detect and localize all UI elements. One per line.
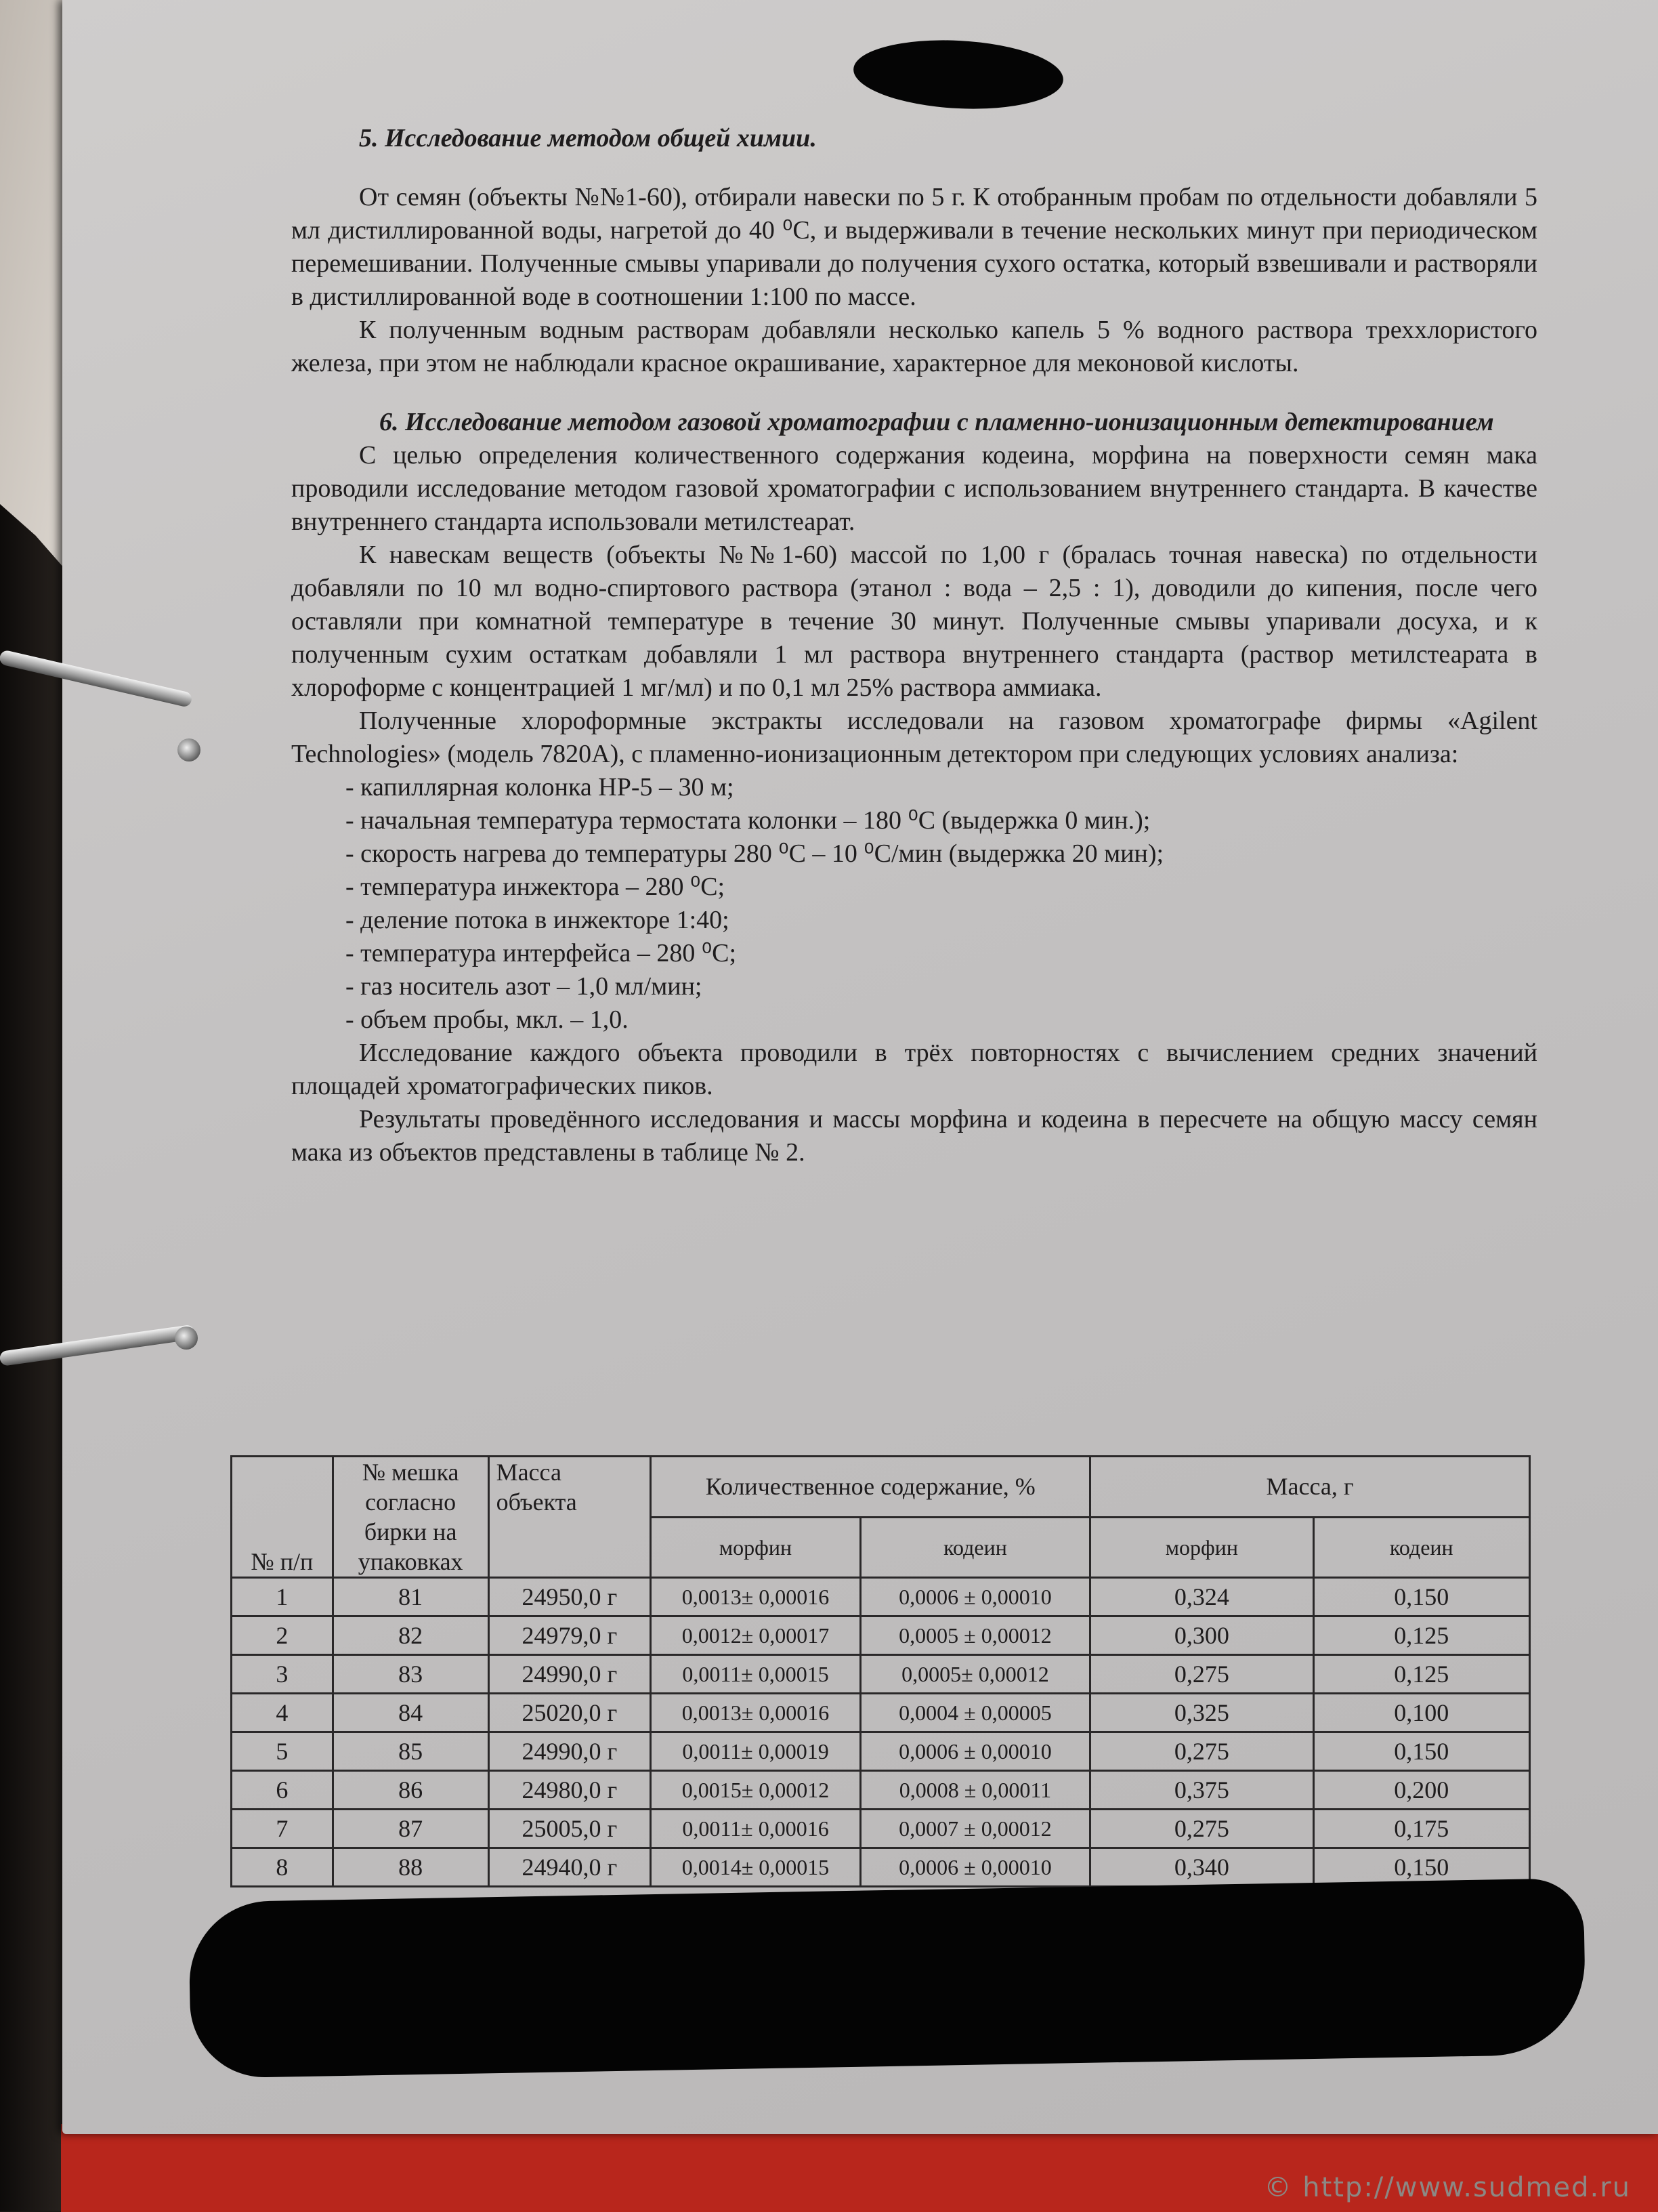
cell-morphine-percent: 0,0011± 0,00015 <box>651 1655 860 1694</box>
header-row-number: № п/п <box>232 1457 333 1578</box>
header-codeine-mass: кодеин <box>1313 1517 1529 1578</box>
condition-item: - температура интерфейса – 280 ⁰С; <box>345 939 737 967</box>
table-row <box>232 1848 1530 1887</box>
cell-row-number: 7 <box>232 1810 333 1848</box>
cell-bag-number: 86 <box>333 1771 488 1810</box>
table-row <box>232 1810 1530 1848</box>
table-row <box>232 1694 1530 1732</box>
cell-bag-number: 81 <box>333 1578 488 1616</box>
cell-morphine-percent: 0,0015± 0,00012 <box>651 1771 860 1810</box>
cell-morphine-mass: 0,375 <box>1090 1771 1313 1810</box>
header-morphine-mass: морфин <box>1090 1517 1313 1578</box>
cell-bag-number: 84 <box>333 1694 488 1732</box>
cell-codeine-percent: 0,0006 ± 0,00010 <box>860 1732 1090 1771</box>
cell-codeine-percent: 0,0006 ± 0,00010 <box>860 1578 1090 1616</box>
cell-morphine-percent: 0,0013± 0,00016 <box>651 1694 860 1732</box>
cell-row-number: 8 <box>232 1848 333 1887</box>
table-body <box>232 1578 1530 1887</box>
header-mass-grams: Масса, г <box>1090 1457 1530 1518</box>
header-object-mass: Масса объекта <box>488 1457 651 1578</box>
section5-heading: 5. Исследование методом общей химии. <box>359 124 817 152</box>
results-table <box>230 1455 1531 1887</box>
cell-row-number: 1 <box>232 1578 333 1616</box>
condition-item: - объем пробы, мкл. – 1,0. <box>345 1005 629 1034</box>
redaction-mark-bottom <box>188 1878 1586 2079</box>
cell-morphine-mass: 0,275 <box>1090 1810 1313 1848</box>
binder-ring-bottom-end <box>175 1327 198 1350</box>
table-row <box>232 1616 1530 1655</box>
document-text <box>291 122 1537 1169</box>
section5-paragraph-1: От семян (объекты №№1-60), отбирали навески по 5 г. К отобранным пробам по отдельности добавляли 5 мл дистиллированной воды, нагретой до 40 ⁰С, и выдерживали в течение нескольких минут при периодическом перемешивании. Полученные смывы упаривали до получения сухого остатка, который взвешивали и растворяли в дистиллированной воде в соотношении 1:100 по массе. <box>291 183 1537 311</box>
cell-object-mass: 24950,0 г <box>488 1578 651 1616</box>
watermark: © http://www.sudmed.ru <box>1264 2172 1631 2203</box>
section6-paragraph-5: Результаты проведённого исследования и массы морфина и кодеина в пересчете на общую массу семян мака из объектов представлены в таблице № 2. <box>291 1105 1537 1167</box>
table-row <box>232 1655 1530 1694</box>
cell-row-number: 5 <box>232 1732 333 1771</box>
cell-morphine-percent: 0,0012± 0,00017 <box>651 1616 860 1655</box>
header-morphine-percent: морфин <box>651 1517 860 1578</box>
header-quantitative-content: Количественное содержание, % <box>651 1457 1090 1518</box>
analysis-conditions-list <box>345 771 1537 1037</box>
cell-object-mass: 24990,0 г <box>488 1655 651 1694</box>
condition-item: - скорость нагрева до температуры 280 ⁰С – 10 ⁰С/мин (выдержка 20 мин); <box>345 839 1164 868</box>
cell-morphine-percent: 0,0014± 0,00015 <box>651 1848 860 1887</box>
cell-codeine-percent: 0,0008 ± 0,00011 <box>860 1771 1090 1810</box>
cell-morphine-mass: 0,324 <box>1090 1578 1313 1616</box>
cell-morphine-percent: 0,0011± 0,00016 <box>651 1810 860 1848</box>
cell-codeine-mass: 0,150 <box>1313 1578 1529 1616</box>
cell-morphine-mass: 0,300 <box>1090 1616 1313 1655</box>
cell-morphine-mass: 0,325 <box>1090 1694 1313 1732</box>
cell-bag-number: 83 <box>333 1655 488 1694</box>
cell-codeine-mass: 0,125 <box>1313 1655 1529 1694</box>
cell-row-number: 6 <box>232 1771 333 1810</box>
cell-bag-number: 82 <box>333 1616 488 1655</box>
section6-paragraph-1: С целью определения количественного содержания кодеина, морфина на поверхности семян мака проводили исследование методом газовой хроматографии с использованием внутреннего стандарта. В качестве внутреннего стандарта использовали метилстеарат. <box>291 441 1537 536</box>
cell-codeine-mass: 0,100 <box>1313 1694 1529 1732</box>
table-row <box>232 1732 1530 1771</box>
condition-item: - деление потока в инжекторе 1:40; <box>345 906 729 934</box>
binder-ring-top-end <box>177 738 200 761</box>
cell-codeine-mass: 0,200 <box>1313 1771 1529 1810</box>
cell-codeine-percent: 0,0004 ± 0,00005 <box>860 1694 1090 1732</box>
cell-morphine-mass: 0,275 <box>1090 1732 1313 1771</box>
cell-morphine-percent: 0,0011± 0,00019 <box>651 1732 860 1771</box>
cell-codeine-percent: 0,0005± 0,00012 <box>860 1655 1090 1694</box>
cell-codeine-percent: 0,0005 ± 0,00012 <box>860 1616 1090 1655</box>
section6-paragraph-2: К навескам веществ (объекты №№1-60) массой по 1,00 г (бралась точная навеска) по отдельности добавляли по 10 мл водно-спиртового раствора (этанол : вода – 2,5 : 1), доводили до кипения, после чего оставляли при комнатной температуре в течение 30 минут. Полученные смывы упаривали досуха, и к полученным сухим остаткам добавляли 1 мл раствора внутреннего стандарта (раствор метилстеарата в хлороформе с концентрацией 1 мг/мл) и по 0,1 мл 25% раствора аммиака. <box>291 541 1537 702</box>
cell-codeine-mass: 0,175 <box>1313 1810 1529 1848</box>
cell-object-mass: 24940,0 г <box>488 1848 651 1887</box>
condition-item: - начальная температура термостата колонки – 180 ⁰С (выдержка 0 мин.); <box>345 806 1151 835</box>
cell-morphine-mass: 0,340 <box>1090 1848 1313 1887</box>
cell-object-mass: 25005,0 г <box>488 1810 651 1848</box>
cell-codeine-percent: 0,0006 ± 0,00010 <box>860 1848 1090 1887</box>
cell-object-mass: 24990,0 г <box>488 1732 651 1771</box>
section5-paragraph-2: К полученным водным растворам добавляли несколько капель 5 % водного раствора треххлористого железа, при этом не наблюдали красное окрашивание, характерное для меконовой кислоты. <box>291 316 1537 377</box>
cell-morphine-mass: 0,275 <box>1090 1655 1313 1694</box>
cell-codeine-percent: 0,0007 ± 0,00012 <box>860 1810 1090 1848</box>
table-row <box>232 1771 1530 1810</box>
cell-row-number: 4 <box>232 1694 333 1732</box>
section6-paragraph-3: Полученные хлороформные экстракты исследовали на газовом хроматографе фирмы «Agilent Technologies» (модель 7820А), с пламенно-ионизационным детектором при следующих условиях анализа: <box>291 707 1537 768</box>
header-bag-number: № мешка согласно бирки на упаковках <box>333 1457 488 1578</box>
condition-item: - капиллярная колонка HP-5 – 30 м; <box>345 773 734 801</box>
section6-paragraph-4: Исследование каждого объекта проводили в трёх повторностях с вычислением средних значений площадей хроматографических пиков. <box>291 1039 1537 1100</box>
cell-object-mass: 24979,0 г <box>488 1616 651 1655</box>
cell-codeine-mass: 0,125 <box>1313 1616 1529 1655</box>
cell-row-number: 2 <box>232 1616 333 1655</box>
table-row <box>232 1578 1530 1616</box>
condition-item: - температура инжектора – 280 ⁰С; <box>345 873 725 901</box>
cell-row-number: 3 <box>232 1655 333 1694</box>
condition-item: - газ носитель азот – 1,0 мл/мин; <box>345 972 702 1001</box>
cell-codeine-mass: 0,150 <box>1313 1732 1529 1771</box>
cell-morphine-percent: 0,0013± 0,00016 <box>651 1578 860 1616</box>
section6-heading: 6. Исследование методом газовой хроматографии с пламенно-ионизационным детектированием <box>379 408 1494 436</box>
cell-object-mass: 24980,0 г <box>488 1771 651 1810</box>
cell-object-mass: 25020,0 г <box>488 1694 651 1732</box>
cell-bag-number: 88 <box>333 1848 488 1887</box>
cell-bag-number: 87 <box>333 1810 488 1848</box>
cell-codeine-mass: 0,150 <box>1313 1848 1529 1887</box>
header-codeine-percent: кодеин <box>860 1517 1090 1578</box>
cell-bag-number: 85 <box>333 1732 488 1771</box>
